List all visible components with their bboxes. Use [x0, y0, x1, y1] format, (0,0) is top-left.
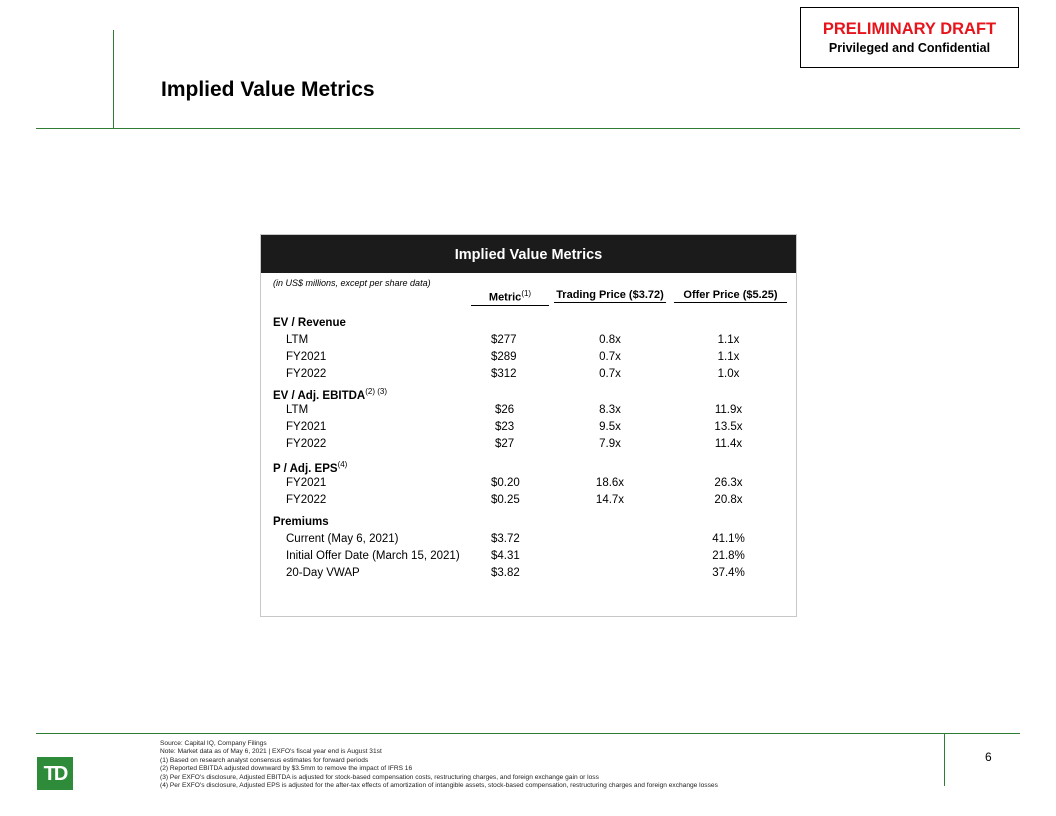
footer-divider-vertical — [944, 733, 945, 786]
section-title — [273, 460, 347, 475]
row-trading-multiple: 9.5x — [599, 421, 621, 433]
row-trading-multiple: 18.6x — [595, 477, 625, 489]
section-title — [273, 317, 346, 329]
header-divider-vertical — [113, 30, 114, 128]
footnote-2: (2) Reported EBITDA adjusted downward by $3.5mm to remove the impact of IFRS 16 — [160, 765, 413, 773]
row-offer-multiple: 1.1x — [717, 351, 740, 363]
section-title-text: P / Adj. EPS — [273, 462, 338, 475]
row-metric: $4.31 — [491, 550, 520, 562]
row-label: FY2021 — [286, 351, 327, 363]
table-title: Implied Value Metrics — [261, 235, 796, 273]
row-metric: $23 — [495, 421, 515, 433]
section-footnote-ref: (2) (3) — [365, 387, 388, 396]
row-offer-multiple: 11.9x — [714, 404, 743, 416]
table-row — [261, 421, 796, 438]
row-offer-multiple: 20.8x — [714, 494, 743, 506]
row-metric: $0.20 — [491, 477, 520, 489]
row-label: 20-Day VWAP — [286, 567, 360, 579]
row-metric: $3.82 — [491, 567, 520, 579]
row-label: Current (May 6, 2021) — [286, 533, 399, 545]
table-row — [261, 550, 796, 567]
row-metric: $0.25 — [491, 494, 520, 506]
section-title — [273, 516, 329, 528]
table-row — [261, 368, 796, 385]
draft-subtitle: Privileged and Confidential — [828, 41, 991, 55]
footnote-3: (3) Per EXFO's disclosure, Adjusted EBITDA is adjusted for stock-based compensation costs, restructuring charges, and foreign exchange gain or loss — [160, 773, 599, 781]
row-metric: $27 — [495, 438, 515, 450]
row-premium: 37.4% — [712, 567, 745, 579]
table-row — [261, 567, 796, 584]
td-logo — [37, 757, 73, 790]
page-title: Implied Value Metrics — [161, 78, 375, 101]
row-offer-multiple: 13.5x — [714, 421, 743, 433]
row-metric: $277 — [491, 334, 517, 346]
draft-title: PRELIMINARY DRAFT — [822, 20, 997, 38]
table-row — [261, 533, 796, 550]
footnote-1: (1) Based on research analyst consensus estimates for forward periods — [160, 756, 369, 764]
row-metric: $26 — [495, 404, 515, 416]
footnotes — [160, 740, 718, 790]
table-row — [261, 334, 796, 351]
row-offer-multiple: 26.3x — [714, 477, 743, 489]
row-label: LTM — [286, 334, 309, 346]
column-header-metric-note: (1) — [521, 289, 532, 298]
row-label: FY2021 — [286, 477, 327, 489]
table-row — [261, 477, 796, 494]
table-row — [261, 494, 796, 511]
row-label: FY2022 — [286, 438, 327, 450]
column-header-metric-label: Metric — [488, 291, 522, 304]
row-offer-multiple: 1.1x — [717, 334, 740, 346]
row-trading-multiple: 14.7x — [595, 494, 625, 506]
section-title-text: EV / Revenue — [273, 317, 346, 329]
row-trading-multiple: 8.3x — [599, 404, 621, 416]
table-row — [261, 351, 796, 368]
page-number: 6 — [985, 750, 992, 764]
table-row — [261, 438, 796, 455]
row-label: FY2022 — [286, 368, 327, 380]
section-footnote-ref: (4) — [337, 460, 348, 469]
footnote-source: Source: Capital IQ, Company Filings — [160, 740, 267, 747]
row-label: FY2021 — [286, 421, 327, 433]
row-trading-multiple: 0.7x — [599, 351, 621, 363]
footer-rule — [36, 733, 1020, 734]
row-premium: 21.8% — [712, 550, 745, 562]
metrics-table — [260, 234, 797, 617]
td-logo-text: TD — [43, 763, 67, 785]
footnote-note: Note: Market data as of May 6, 2021 | EXFO's fiscal year end is August 31st — [160, 748, 382, 756]
row-trading-multiple: 7.9x — [599, 438, 621, 450]
section-title-text: EV / Adj. EBITDA — [273, 389, 366, 402]
section-title-text: Premiums — [273, 516, 329, 528]
row-premium: 41.1% — [712, 533, 745, 545]
row-trading-multiple: 0.7x — [599, 368, 621, 380]
row-metric: $289 — [491, 351, 517, 363]
column-header-metric — [471, 289, 549, 306]
column-header-trading: Trading Price ($3.72) — [554, 289, 666, 303]
table-row — [261, 404, 796, 421]
footnote-4: (4) Per EXFO's disclosure, Adjusted EPS is adjusted for the after-tax effects of amortization of intangible assets, stock-based compensation, restructuring charges and foreign exchange losses — [160, 782, 718, 790]
row-metric: $3.72 — [491, 533, 520, 545]
row-label: LTM — [286, 404, 309, 416]
row-trading-multiple: 0.8x — [599, 334, 621, 346]
column-header-offer: Offer Price ($5.25) — [674, 289, 787, 303]
header-rule — [36, 128, 1020, 129]
section-title — [273, 387, 387, 402]
row-label: Initial Offer Date (March 15, 2021) — [286, 550, 460, 562]
row-label: FY2022 — [286, 494, 327, 506]
units-note: (in US$ millions, except per share data) — [273, 278, 431, 288]
row-offer-multiple: 1.0x — [717, 368, 740, 380]
preliminary-draft-stamp — [800, 7, 1019, 68]
row-offer-multiple: 11.4x — [714, 438, 743, 450]
row-metric: $312 — [491, 368, 517, 380]
